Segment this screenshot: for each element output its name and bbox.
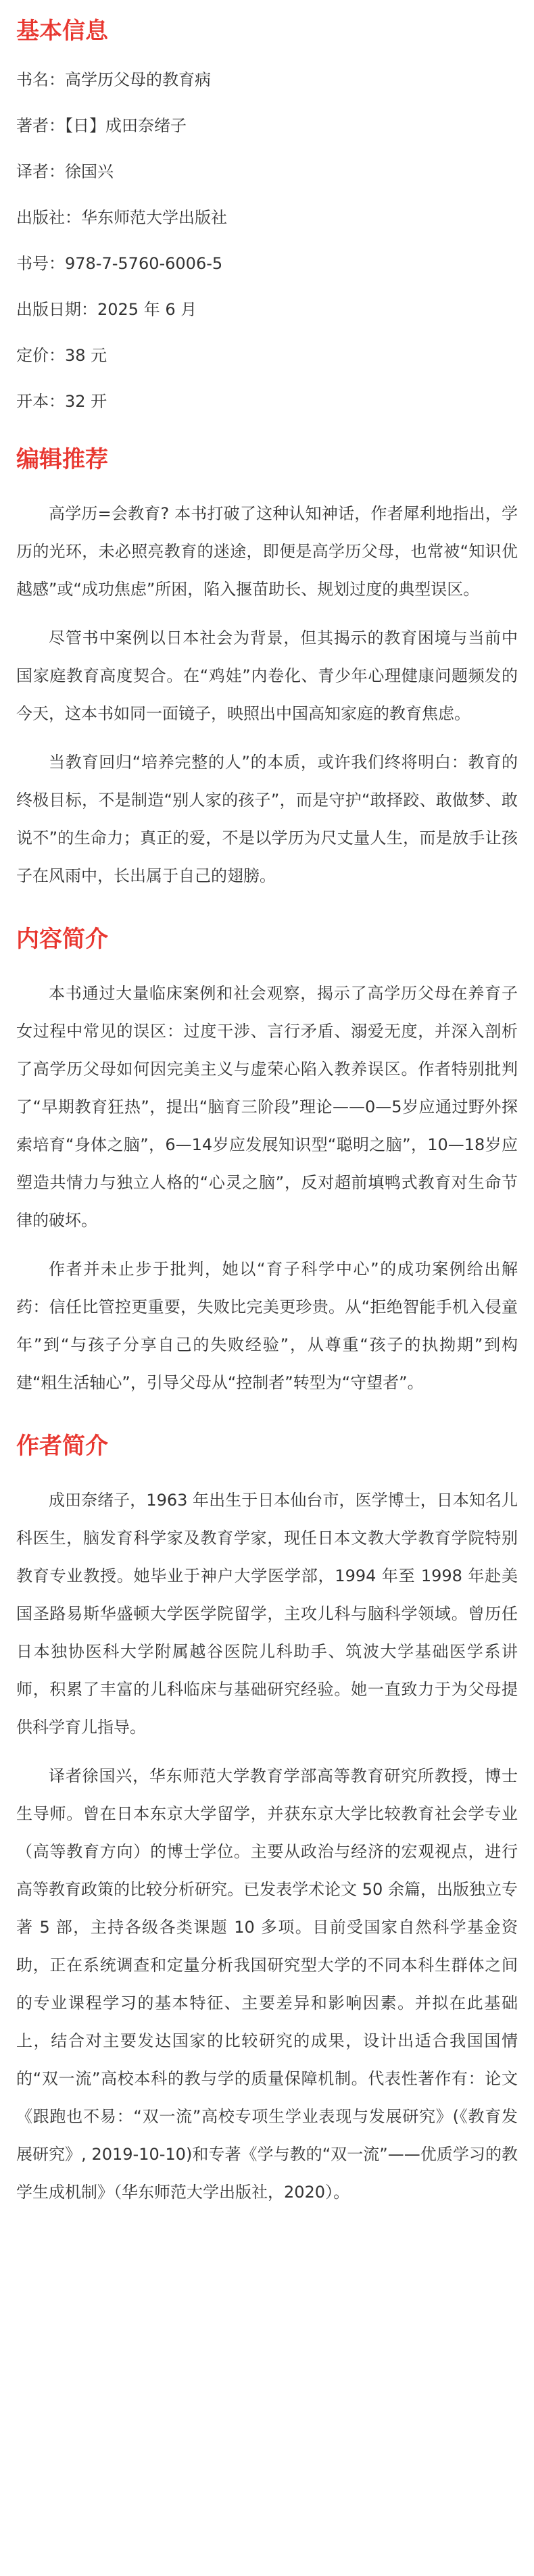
author-intro-paragraph: 成田奈绪子，1963 年出生于日本仙台市，医学博士，日本知名儿科医生，脑发育科学家及教育学家，现任日本文教大学教育学院特别教育专业教授。她毕业于神户大学医学部，1994 年至 1998 年赴美国圣路易斯华盛顿大学医学院留学，主攻儿科与脑科学领域。曾历任日本独协医科大学附属越谷医院儿科助手、筑波大学基础医学系讲师，积累了丰富的儿科临床与基础研究经验。她一直致力于为父母提供科学育儿指导。 bbox=[16, 1491, 518, 1737]
editor-recommend-paragraph: 高学历=会教育? 本书打破了这种认知神话，作者犀利地指出，学历的光环，未必照亮教育的迷途，即便是高学历父母，也常被“知识优越感”或“成功焦虑”所困，陷入揠苗助长、规划过度的典型误区。 bbox=[16, 504, 518, 599]
content-intro-paragraph: 作者并未止步于批判，她以“育子科学中心”的成功案例给出解药：信任比管控更重要，失败比完美更珍贵。从“拒绝智能手机入侵童年”到“与孩子分享自己的失败经验”，从尊重“孩子的执拗期”到构建“粗生活轴心”，引导父母从“控制者”转型为“守望者”。 bbox=[16, 1260, 518, 1392]
content-intro-paragraph: 本书通过大量临床案例和社会观察，揭示了高学历父母在养育子女过程中常见的误区：过度干涉、言行矛盾、溺爱无度，并深入剖析了高学历父母如何因完美主义与虚荣心陷入教养误区。作者特别批判了“早期教育狂热”，提出“脑育三阶段”理论——0—5岁应通过野外探索培育“身体之脑”，6—14岁应发展知识型“聪明之脑”，10—18岁应塑造共情力与独立人格的“心灵之脑”，反对超前填鸭式教育对生命节律的破坏。 bbox=[16, 984, 518, 1230]
meta-book-title: 书名：高学历父母的教育病 bbox=[16, 70, 211, 89]
meta-format: 开本：32 开 bbox=[16, 392, 107, 411]
content-intro-section bbox=[16, 922, 518, 1402]
basic-info-section bbox=[16, 14, 518, 415]
author-intro-title: 作者简介 bbox=[16, 1433, 108, 1460]
meta-price: 定价：38 元 bbox=[16, 346, 107, 365]
basic-info-list bbox=[16, 66, 518, 415]
editor-recommend-title: 编辑推荐 bbox=[16, 446, 108, 473]
editor-recommend-paragraph: 当教育回归“培养完整的人”的本质，或许我们终将明白：教育的终极目标，不是制造“别人家的孩子”，而是守护“敢择跤、敢做梦、敢说不”的生命力；真正的爱，不是以学历为尺丈量人生，而是放手让孩子在风雨中，长出属于自己的翅膀。 bbox=[16, 753, 518, 885]
meta-author: 著者：【日】成田奈绪子 bbox=[16, 116, 187, 135]
editor-recommend-section bbox=[16, 442, 518, 895]
meta-publisher: 出版社：华东师范大学出版社 bbox=[16, 208, 227, 227]
translator-intro-paragraph: 译者徐国兴，华东师范大学教育学部高等教育研究所教授，博士生导师。曾在日本东京大学留学，并获东京大学比较教育社会学专业（高等教育方向）的博士学位。主要从政治与经济的宏观视点，进行高等教育政策的比较分析研究。已发表学术论文 50 余篇，出版独立专著 5 部，主持各级各类课题 10 多项。目前受国家自然科学基金资助，正在系统调查和定量分析我国研究型大学的不同本科生群体之间的专业课程学习的基本特征、主要差异和影响因素。并拟在此基础上，结合对主要发达国家的比较研究的成果，设计出适合我国国情的“双一流”高校本科的教与学的质量保障机制。代表性著作有：论文《跟跑也不易：“双一流”高校专项生学业表现与发展研究》(《教育发展研究》, 2019-10-10)和专著《学与教的“双一流”——优质学习的教学生成机制》（华东师范大学出版社，2020）。 bbox=[16, 1766, 518, 2202]
meta-translator: 译者：徐国兴 bbox=[16, 162, 114, 181]
meta-publish-date: 出版日期：2025 年 6 月 bbox=[16, 300, 197, 319]
basic-info-title: 基本信息 bbox=[16, 18, 108, 45]
content-intro-title: 内容简介 bbox=[16, 926, 108, 953]
meta-isbn: 书号：978-7-5760-6006-5 bbox=[16, 254, 223, 273]
author-intro-section bbox=[16, 1429, 518, 2211]
editor-recommend-paragraph: 尽管书中案例以日本社会为背景，但其揭示的教育困境与当前中国家庭教育高度契合。在“鸡娃”内卷化、青少年心理健康问题频发的今天，这本书如同一面镜子，映照出中国高知家庭的教育焦虑。 bbox=[16, 628, 518, 723]
